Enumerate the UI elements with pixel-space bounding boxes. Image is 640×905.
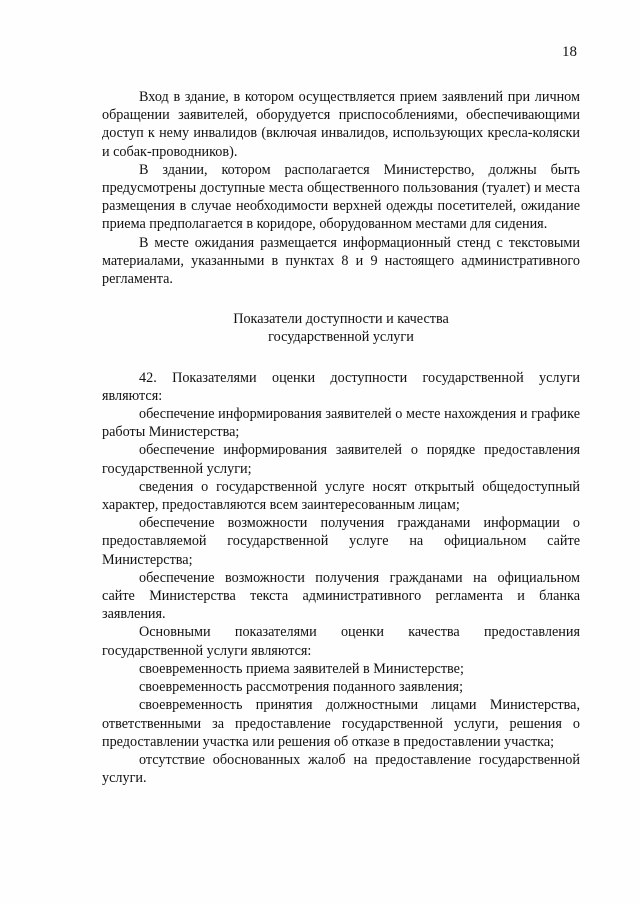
list-item: своевременность рассмотрения поданного заявления; [139, 679, 464, 696]
page-number: 18 [562, 44, 577, 60]
list-item: обеспечение возможности получения гражданами на официальном сайте Министерства текста административного регламента и бланка заявления. [102, 569, 580, 623]
paragraph: Основными показателями оценки качества предоставления государственной услуги являются: [102, 624, 580, 659]
paragraph: В месте ожидания размещается информационный стенд с текстовыми материалами, указанными в пунктах 8 и 9 настоящего административного регламента. [102, 234, 580, 288]
list-item: своевременность принятия должностными лицами Министерства, ответственными за предоставление государственной услуги, решения о предоставлении участка или решения об отказе в предоставлении участка; [102, 697, 580, 750]
document-body [102, 88, 580, 787]
paragraph: Вход в здание, в котором осуществляется прием заявлений при личном обращении заявителей, оборудуется приспособлениями, обеспечивающими доступ к нему инвалидов (включая инвалидов, использующих кресла-коляски и собак-проводников). [102, 89, 580, 160]
section-heading-line-1: Показатели доступности и качества [233, 311, 449, 328]
section-heading-line-2: государственной услуги [268, 329, 414, 346]
list-item: своевременность приема заявителей в Министерстве; [139, 660, 464, 677]
paragraph: 42. Показателями оценки доступности государственной услуги являются: [102, 369, 580, 404]
paragraph: В здании, котором располагается Министерство, должны быть предусмотрены доступные места общественного пользования (туалет) и места размещения в случае необходимости верхней одежды посетителей, ожидание приема предполагается в коридоре, оборудованном местами для сидения. [102, 161, 580, 233]
list-item: сведения о государственной услуге носят открытый общедоступный характер, предоставляются всем заинтересованным лицам; [102, 478, 580, 514]
list-item: обеспечение информирования заявителей о порядке предоставления государственной услуги; [102, 442, 580, 477]
section-heading [102, 310, 580, 346]
list-item: обеспечение возможности получения гражданами информации о предоставляемой государственной услуге на официальном сайте Министерства; [102, 515, 580, 568]
list-item: отсутствие обоснованных жалоб на предоставление государственной услуги. [102, 751, 580, 787]
list-item: обеспечение информирования заявителей о месте нахождения и графике работы Министерства; [102, 406, 580, 441]
